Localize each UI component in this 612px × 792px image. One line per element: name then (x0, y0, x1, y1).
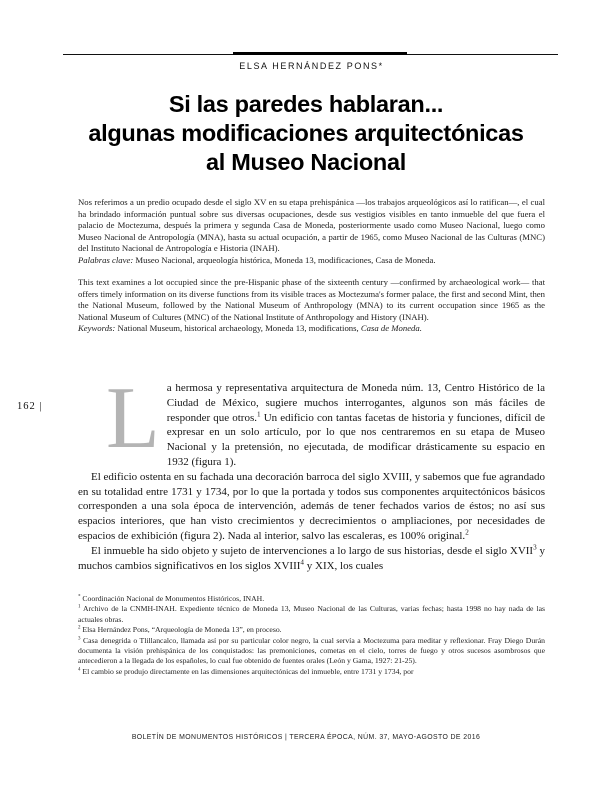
abstract-block (78, 197, 545, 335)
footnote-marker: 1 (78, 604, 81, 610)
title-line-3: al Museo Nacional (206, 149, 406, 175)
paragraph-text: Un edificio con tantas facetas de historia y funciones, difícil de expresar en un solo artículo, por lo que nos centraremos en su etapa de Museo Nacional y la pretensión, no ejecutada, de modificar drásticamente su espacio en 1932 (figura 1). (166, 411, 545, 468)
title-line-2: algunas modificaciones arquitectónicas (88, 120, 524, 146)
drop-cap: L (106, 370, 160, 467)
footnote-marker: 4 (78, 667, 81, 673)
footnote-ref-4: 4 (300, 557, 304, 566)
abstract-english (78, 277, 545, 323)
footnote-ref-2: 2 (465, 528, 469, 537)
footnote-marker: 3 (78, 636, 81, 642)
footnote-text: Coordinación Nacional de Monumentos Históricos, INAH. (80, 594, 265, 603)
author-name: ELSA HERNÁNDEZ PONS* (239, 61, 384, 71)
paragraph-text: El inmueble ha sido objeto y sujeto de intervenciones a lo largo de sus historias, desde el siglo XVII (91, 544, 534, 557)
palabras-clave-label: Palabras clave: (78, 254, 134, 265)
footnote-affiliation (78, 594, 545, 604)
footnote-marker: * (78, 594, 81, 600)
journal-footer: BOLETÍN DE MONUMENTOS HISTÓRICOS | TERCERA ÉPOCA, NÚM. 37, MAYO-AGOSTO DE 2016 (131, 734, 481, 741)
footnote-4 (78, 667, 545, 677)
keywords-line (78, 323, 545, 335)
footnotes-block (78, 594, 545, 677)
paragraph-text: y muchos cambios significativos en los siglos XVIII (78, 544, 546, 572)
paragraph-text: y XIX, los cuales (304, 559, 384, 572)
article-title (30, 90, 582, 177)
footnote-ref-1: 1 (257, 409, 261, 418)
keywords-text: National Museum, historical archaeology, Moneda 13, modifications, (115, 323, 361, 334)
body-paragraph-2 (78, 470, 545, 544)
keywords-label: Keywords: (78, 323, 116, 334)
keywords-italic-term: Casa de Moneda. (360, 323, 422, 334)
abstract-english-text: This text examines a lot occupied since the pre-Hispanic phase of the sixteenth century —confirmed by archaeological work— that offers timely information on its diverse functions from its visible traces as Moctezuma's former palace, the first and second Mint, then the National Museum, followed by the National Museum of Anthropology (MNA) to its current occupation since 1965 as the National Museum of Cultures (MNC) of the National Institute of Anthropology and History (INAH). (78, 277, 545, 322)
footnote-text: El cambio se produjo directamente en las dimensiones arquitectónicas del inmueble, entre 1731 y 1734, por (80, 666, 414, 676)
page-number: 162 | (17, 401, 43, 412)
footnote-3 (78, 636, 545, 667)
palabras-clave-text: Museo Nacional, arqueología histórica, Moneda 13, modificaciones, Casa de Moneda. (133, 254, 436, 265)
footnote-2 (78, 625, 545, 635)
abstract-spanish (78, 197, 545, 255)
footnote-text: Archivo de la CNMH-INAH. Expediente técnico de Moneda 13, Museo Nacional de las Culturas, varias fechas; hasta 1998 no hay nada de las actuales obras. (78, 604, 545, 624)
header-rule-thick (233, 52, 407, 55)
body-paragraph-1 (78, 370, 545, 470)
footnote-ref-3: 3 (533, 543, 537, 552)
paragraph-text: a hermosa y representativa arquitectura de Moneda núm. 13, Centro Histórico de la Ciudad de México, sugiere muchos interrogantes, algunos son más fáciles de responder que otros. (166, 382, 545, 424)
body-paragraph-3 (78, 544, 545, 574)
title-line-1: Si las paredes hablaran... (168, 91, 444, 117)
paragraph-text: El edificio ostenta en su fachada una decoración barroca del siglo XVIII, y sabemos que fue agrandado en su totalidad entre 1731 y 1734, por lo que la portada y todos sus componentes arquitectónicos básicos corresponden a una sola época de intervención, además de tener fechados varios de éstos; no así sus espacios interiores, que han visto crecimientos y decrecimientos o ampliaciones, por necesidades de espacios de exhibición (figura 2). Nada al interior, salvo las escaleras, es 100% original. (78, 470, 545, 542)
abstract-spanish-text: Nos referimos a un predio ocupado desde el siglo XV en su etapa prehispánica —los trabajos arqueológicos así lo ratifican—, el cual ha brindado información puntual sobre sus diversas ocupaciones, desde sus vestigios visibles en tanto inmueble del que fuera el palacio de Moctezuma, después la primera y segunda Casa de Moneda, posteriormente usado como Museo Nacional, luego como Museo Nacional de Antropología (MNA), hasta su actual ocupación, a partir de 1965, como Museo Nacional de las Culturas (MNC) del Instituto Nacional de Antropología e Historia (INAH). (78, 197, 545, 254)
footnote-text: Elsa Hernández Pons, “Arqueología de Moneda 13”, en proceso. (80, 625, 282, 635)
article-body (78, 370, 546, 573)
footnote-1 (78, 604, 545, 625)
palabras-clave-line (78, 255, 545, 267)
footnote-marker: 2 (78, 625, 81, 631)
footnote-text: Casa denegrida o Tlillancalco, llamada así por su particular color negro, la cual servía a Moctezuma para meditar y reflexionar. Fray Diego Durán documenta la visión prehispánica de los conquistados: las premoniciones, cometas en el cielo, torres de fuego y otros sucesos asombrosos que antecedieron a la llegada de los españoles, lo cual fue obtenido de fuentes orales (León y Gama, 1927: 21-25). (78, 635, 545, 666)
